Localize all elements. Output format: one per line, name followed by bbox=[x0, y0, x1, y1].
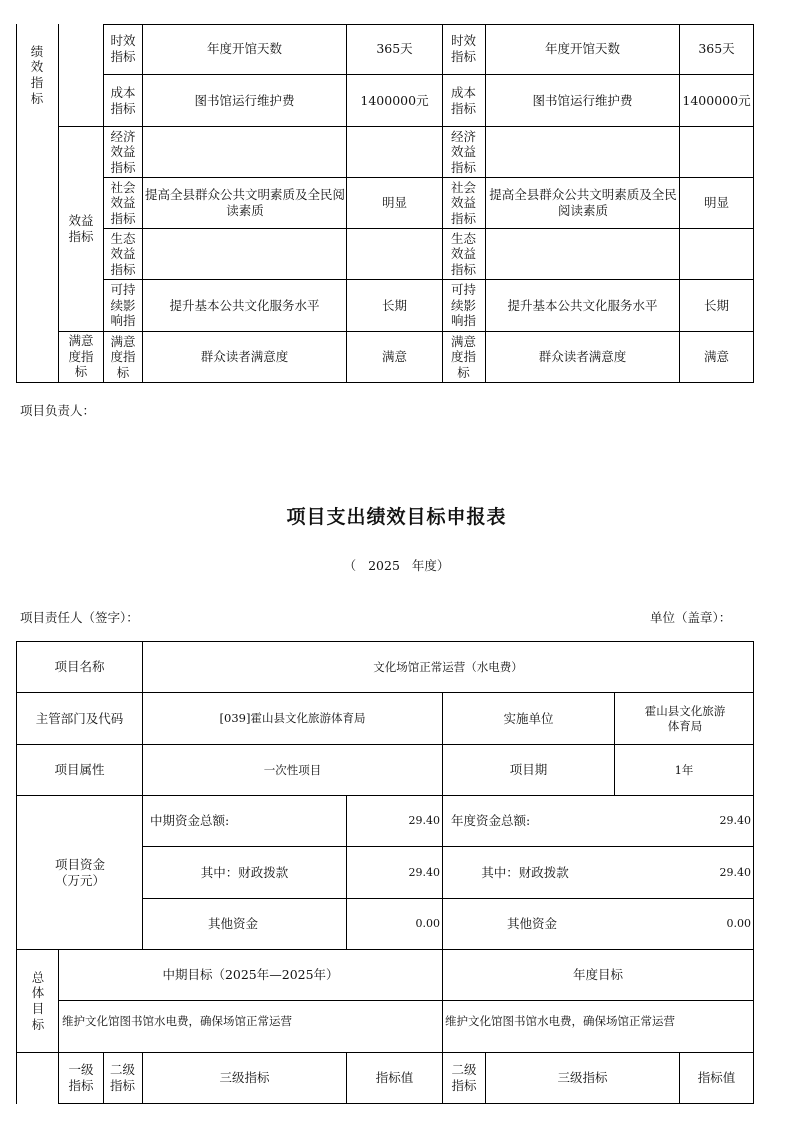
project-funds-label: 项目资金（万元） bbox=[54, 856, 105, 888]
l3-cell: 提高全县群众公共文明素质及全民阅读素质 bbox=[145, 187, 346, 218]
value-cell: 1400000元 bbox=[360, 92, 429, 108]
l2-cell: 时效指标 bbox=[450, 33, 476, 64]
l2-cell: 可持续影响指 bbox=[450, 282, 476, 329]
overall-goal-label: 总体目标 bbox=[31, 969, 45, 1032]
project-period-value: 1年 bbox=[674, 762, 694, 777]
page-title: 项目支出绩效目标申报表 bbox=[286, 506, 507, 528]
l2-cell: 社会效益指标 bbox=[450, 179, 476, 226]
l3-cell: 提升基本公共文化服务水平 bbox=[169, 297, 320, 313]
l2-cell: 可持续影响指 bbox=[110, 282, 136, 329]
responsible-signature-label: 项目责任人（签字）： bbox=[20, 610, 139, 625]
project-name-value: 文化场馆正常运营（水电费） bbox=[373, 659, 523, 674]
project-leader-label: 项目负责人： bbox=[20, 403, 96, 418]
l3-cell: 群众读者满意度 bbox=[200, 349, 289, 365]
l2-cell: 社会效益指标 bbox=[110, 179, 136, 226]
mid-fiscal-label: 其中：财政拨款 bbox=[200, 864, 289, 880]
l2-indicator-header: 二级指标 bbox=[109, 1062, 135, 1093]
project-name-label: 项目名称 bbox=[54, 659, 105, 675]
l2-cell: 时效指标 bbox=[110, 33, 136, 64]
l1-indicator-header: 一级指标 bbox=[68, 1062, 94, 1093]
value-cell: 满意 bbox=[703, 349, 729, 365]
l3-cell: 图书馆运行维护费 bbox=[194, 92, 295, 108]
l3-indicator-header: 三级指标 bbox=[219, 1070, 270, 1086]
year-total-label: 年度资金总额: bbox=[451, 813, 531, 829]
indicator-value-header: 指标值 bbox=[375, 1070, 414, 1086]
l2-cell: 成本指标 bbox=[110, 84, 136, 116]
l2-cell: 经济效益指标 bbox=[450, 128, 476, 175]
l3-cell: 图书馆运行维护费 bbox=[532, 92, 633, 108]
year-line: （ 2025 年度） bbox=[343, 558, 450, 573]
l3-cell: 提升基本公共文化服务水平 bbox=[507, 297, 658, 313]
l2-indicator-header-b: 二级指标 bbox=[451, 1062, 477, 1093]
year-other-label: 其他资金 bbox=[506, 916, 557, 932]
l3-cell: 群众读者满意度 bbox=[538, 349, 627, 365]
project-attr-label: 项目属性 bbox=[54, 762, 105, 778]
year-other-value: 0.00 bbox=[726, 917, 751, 931]
l2-cell: 成本指标 bbox=[450, 84, 476, 116]
mid-other-value: 0.00 bbox=[415, 917, 440, 931]
value-cell: 长期 bbox=[703, 297, 729, 313]
year-goal-text: 维护文化馆图书馆水电费，确保场馆正常运营 bbox=[445, 1013, 675, 1028]
l2-cell: 生态效益指标 bbox=[110, 230, 136, 277]
impl-unit-label: 实施单位 bbox=[503, 710, 554, 726]
satisfaction-indicator-label: 满意度指标 bbox=[68, 333, 94, 380]
l3-cell: 提高全县群众公共文明素质及全民阅读素质 bbox=[489, 187, 677, 218]
project-attr-value: 一次性项目 bbox=[263, 762, 322, 777]
value-cell: 长期 bbox=[381, 297, 407, 313]
mid-fiscal-value: 29.40 bbox=[408, 865, 440, 879]
benefit-indicator-label: 效益指标 bbox=[68, 212, 94, 244]
mid-goal-text: 维护文化馆图书馆水电费，确保场馆正常运营 bbox=[62, 1013, 292, 1028]
year-total-value: 29.40 bbox=[719, 814, 751, 828]
year-fiscal-value: 29.40 bbox=[719, 865, 751, 879]
l3-indicator-header-b: 三级指标 bbox=[557, 1070, 608, 1086]
value-cell: 1400000元 bbox=[682, 92, 751, 108]
year-fiscal-label: 其中：财政拨款 bbox=[481, 864, 569, 880]
l2-cell: 满意度指标 bbox=[450, 333, 476, 380]
dept-value: [039]霍山县文化旅游体育局 bbox=[219, 711, 366, 726]
mid-total-value: 29.40 bbox=[408, 814, 440, 828]
indicator-value-header-b: 指标值 bbox=[697, 1070, 736, 1086]
l2-cell: 满意度指标 bbox=[110, 333, 136, 380]
impl-unit-value: 霍山县文化旅游体育局 bbox=[644, 704, 726, 733]
value-cell: 满意 bbox=[381, 349, 407, 365]
year-goal-label: 年度目标 bbox=[572, 967, 623, 983]
mid-total-label: 中期资金总额: bbox=[150, 813, 230, 829]
value-cell: 365天 bbox=[698, 41, 735, 57]
l2-cell: 生态效益指标 bbox=[450, 230, 476, 277]
project-period-label: 项目期 bbox=[509, 762, 548, 778]
value-cell: 明显 bbox=[381, 195, 407, 211]
value-cell: 明显 bbox=[703, 195, 729, 211]
dept-label: 主管部门及代码 bbox=[35, 710, 124, 726]
unit-stamp-label: 单位（盖章）： bbox=[650, 610, 732, 625]
l3-cell: 年度开馆天数 bbox=[206, 41, 282, 57]
l2-cell: 经济效益指标 bbox=[110, 128, 136, 175]
l3-cell: 年度开馆天数 bbox=[544, 41, 620, 57]
value-cell: 365天 bbox=[376, 41, 413, 57]
perf-indicator-label: 绩效指标 bbox=[30, 43, 44, 106]
mid-goal-label: 中期目标（2025年—2025年） bbox=[162, 967, 339, 983]
mid-other-label: 其他资金 bbox=[207, 916, 258, 932]
